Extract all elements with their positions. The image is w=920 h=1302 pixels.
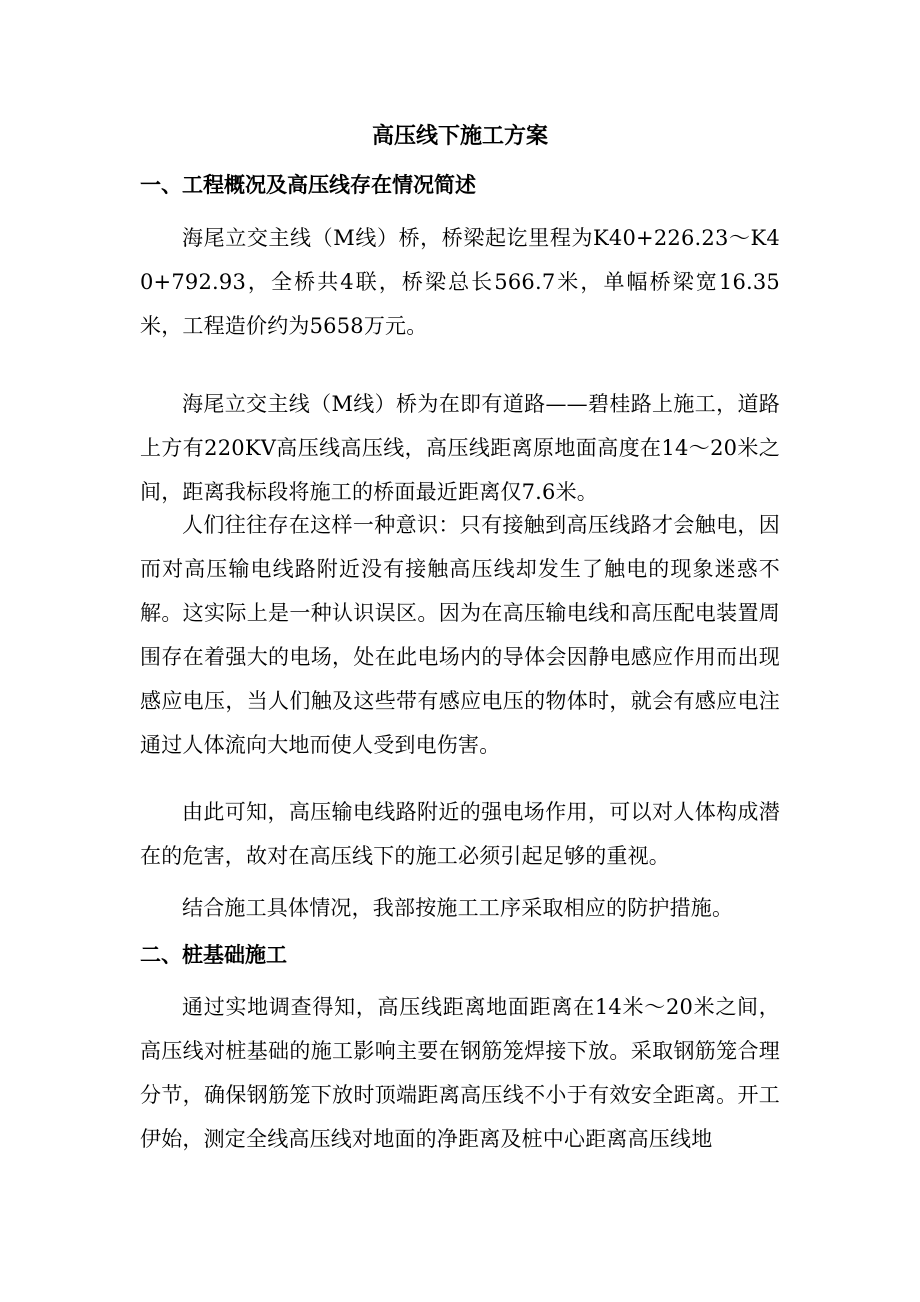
section-heading-pile-foundation: 二、桩基础施工 (140, 943, 287, 967)
paragraph-conclusion: 由此可知，高压输电线路附近的强电场作用，可以对人体构成潜在的危害，故对在高压线下的施工必须引起足够的重视。 (140, 800, 780, 868)
paragraph-induction-hazard: 人们往往存在这样一种意识：只有接触到高压线路才会触电，因而对高压输电线路附近没有接触高压线却发生了触电的现象迷惑不解。这实际上是一种认识误区。因为在高压输电线和高压配电装置周围存在着强大的电场，处在此电场内的导体会因静电感应作用而出现感应电压，当人们触及这些带有感应电压的物体时，就会有感应电注通过人体流向大地而使人受到电伤害。 (140, 513, 780, 757)
paragraph-protective-measures: 结合施工具体情况，我部按施工工序采取相应的防护措施。 (182, 896, 734, 920)
section-heading-overview: 一、工程概况及高压线存在情况简述 (140, 173, 476, 197)
paragraph-pile-foundation: 通过实地调查得知，高压线距离地面距离在14米～20米之间，高压线对桩基础的施工影响主要在钢筋笼焊接下放。采取钢筋笼合理分节，确保钢筋笼下放时顶端距离高压线不小于有效安全距离。开工伊始，测定全线高压线对地面的净距离及桩中心距离高压线地 (140, 995, 780, 1151)
paragraph-bridge-overview: 海尾立交主线（M线）桥，桥梁起讫里程为K40+226.23～K40+792.93，全桥共4联，桥梁总长566.7米，单幅桥梁宽16.35米，工程造价约为5658万元。 (140, 226, 780, 338)
document-title: 高压线下施工方案 (371, 124, 548, 149)
paragraph-high-voltage-line: 海尾立交主线（M线）桥为在即有道路——碧桂路上施工，道路上方有220KV高压线高压线，高压线距离原地面高度在14～20米之间，距离我标段将施工的桥面最近距离仅7.6米。 (140, 392, 780, 504)
